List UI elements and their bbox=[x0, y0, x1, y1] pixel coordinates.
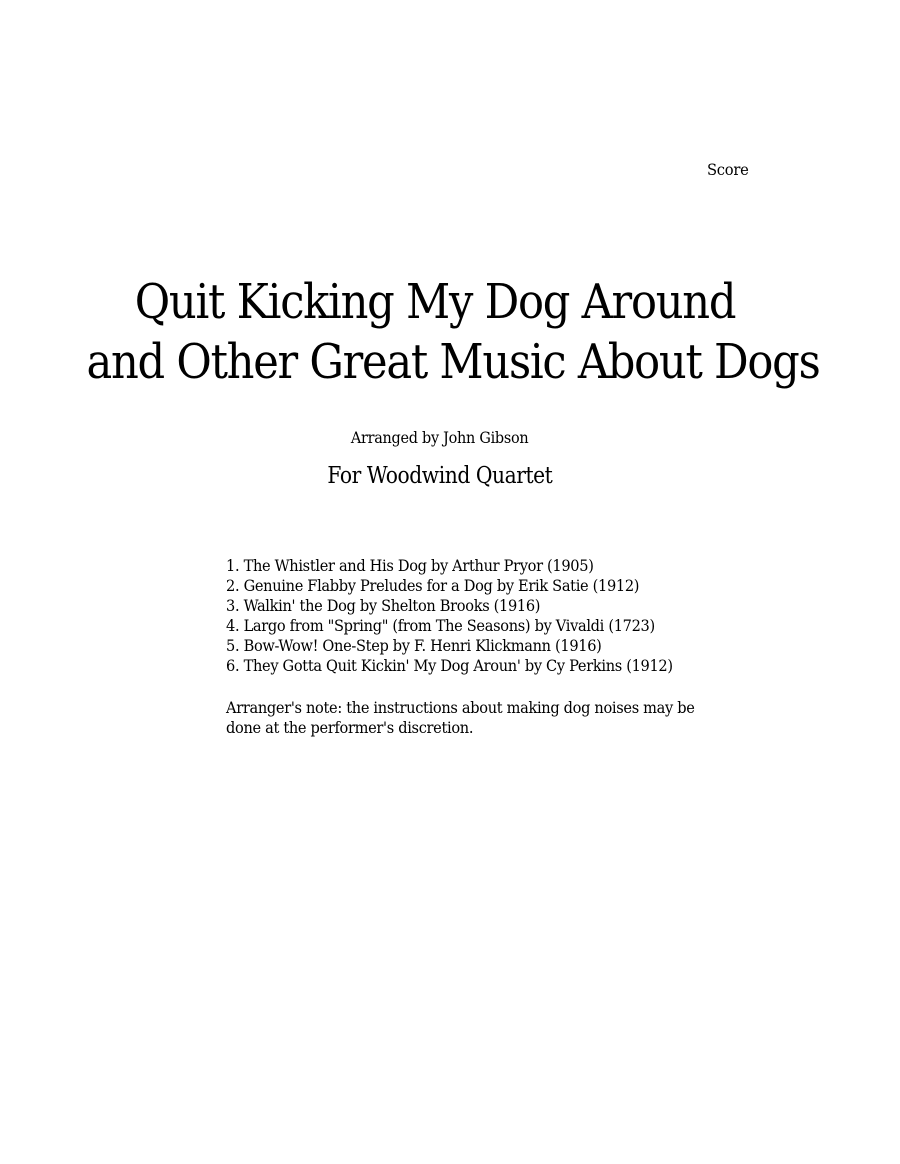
arranger-text: Arranged by John Gibson bbox=[351, 428, 529, 447]
arranger-note bbox=[226, 698, 746, 738]
instrumentation-text: For Woodwind Quartet bbox=[327, 463, 553, 489]
title-line-2: and Other Great Music About Dogs bbox=[86, 334, 820, 390]
arranger-note-line-2: done at the performer's discretion. bbox=[226, 718, 474, 737]
list-item: 2. Genuine Flabby Preludes for a Dog by Erik Satie (1912) bbox=[226, 576, 640, 595]
list-item: 5. Bow-Wow! One-Step by F. Henri Klickmann (1916) bbox=[226, 636, 602, 655]
list-item: 3. Walkin' the Dog by Shelton Brooks (1916) bbox=[226, 596, 541, 615]
arranger-note-line-1: Arranger's note: the instructions about making dog noises may be bbox=[226, 698, 695, 717]
page-title bbox=[0, 272, 900, 392]
score-label: Score bbox=[707, 160, 749, 179]
list-item: 1. The Whistler and His Dog by Arthur Pryor (1905) bbox=[226, 556, 594, 575]
instrumentation-subtitle bbox=[0, 463, 880, 489]
piece-list bbox=[226, 556, 717, 676]
list-item: 4. Largo from "Spring" (from The Seasons) by Vivaldi (1723) bbox=[226, 616, 655, 635]
title-line-1: Quit Kicking My Dog Around bbox=[134, 274, 736, 330]
list-item: 6. They Gotta Quit Kickin' My Dog Aroun' by Cy Perkins (1912) bbox=[226, 656, 673, 675]
arranger-credit bbox=[0, 428, 880, 447]
